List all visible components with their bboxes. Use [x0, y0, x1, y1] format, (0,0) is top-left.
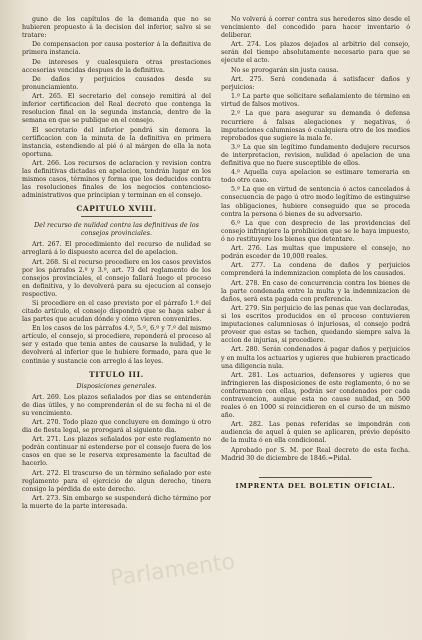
paragraph: Art. 281. Los actuarios, defensores y ugieres que infringieren las disposiciones de este reglamento, ó no se conformaren con ellas, podrán ser condenados por cada contravencion, aunque esta no cause nulidad, en 500 reales ó en 1000 si reincidieren en el curso de un mismo año. [221, 371, 410, 420]
two-column-body [22, 16, 410, 512]
left-text-block-1 [22, 16, 211, 200]
paragraph: 2.º La que para asegurar su demanda ó defensa recurriere á falsas alegaciones y negativas, ó imputaciones calumniosas ó cualquiera otro de los medios reprobados que sugiere la mala fe. [221, 110, 410, 142]
paragraph: El secretario del inferior pondrá sin demora la certificacion con la minuta de la definitiva en primera instancia, estendiendo al pié ó al márgen de ella la nota oportuna. [22, 126, 211, 158]
paragraph: No se prorogarán sin justa causa. [231, 66, 339, 74]
paragraph: En los casos de los párrafos 4.º, 5.º, 6.º y 7.º del mismo artículo, el consejo, si procediere, reponderá el proceso al ser y estado que tenia antes de causarse la nulidad, y le devolverá al inferior que le hubiere formado, para que le continúe y sustancie con arreglo á las leyes. [22, 325, 211, 365]
title-iii-heading: TITULO III. [89, 369, 144, 379]
left-column [22, 16, 211, 512]
paragraph: No volverá á correr contra sus herederos sino desde el vencimiento del concedido para hacer inventario ó deliberar. [221, 16, 410, 40]
paragraph: 4.º Aquella cuya apelacion se estimare temeraria en todo otro caso. [221, 169, 410, 185]
paragraph: Art. 265. El secretario del consejo remitirá al del inferior certificacion del Real decreto que contenga la resolucion final en la segunda instancia, dentro de la semana en que se publique en el consejo. [22, 93, 211, 125]
paragraph: Aprobado por S. M. por Real decreto de esta fecha. Madrid 30 de diciembre de 1846.=Pidal. [221, 446, 410, 462]
watermark: Parlamento [108, 549, 237, 592]
paragraph: 3.º La que sin legítimo fundamento dedujere recursos de interpretacion, revision, nulidad ó apelacion de una definitiva que no fuere susceptible de ellos. [221, 143, 410, 167]
right-text-block [221, 16, 410, 463]
paragraph: Art. 279. Sin perjuicio de las penas que van declaradas, si los escritos producidos en el proceso contuvieren imputaciones calumniosas ó injuriosas, el consejo podrá proveer que estas se tachen, quedando siempre salva la accion de injurias, si procediere. [221, 305, 410, 345]
paragraph: Art. 277. La condena de daños y perjuicios comprenderá la indemnizacion completa de los causados. [221, 262, 410, 278]
paragraph: De compensacion por causa posterior á la definitiva de primera instancia. [22, 41, 211, 57]
printer-footer [221, 477, 410, 490]
chapter-heading: CAPITULO XVIII. [76, 204, 157, 214]
paragraph: 1.º La parte que solicitare señalamiento de término en virtud de falsos motivos. [221, 93, 410, 109]
paragraph: Si procediere en el caso previsto por el párrafo 1.º del citado artículo, el consejo dispondrá que se haga saber á las partes que acudan dónde y cómo vieren convenirles. [22, 300, 211, 324]
chapter-rule [81, 216, 153, 217]
chapter-subtitle: Del recurso de nulidad contra las definitivas de los consejos provinciales. [34, 221, 199, 238]
paragraph: Art. 274. Los plazos dejados al arbitrio del consejo, serán del tiempo absolutamente necesario para que se ejecute el acto. [221, 41, 410, 65]
paragraph: Art. 273. Sin embargo se suspenderá dicho término por la muerte de la parte interesada. [22, 494, 211, 511]
footer-rule [259, 477, 372, 478]
paragraph: 5.º La que en virtud de sentencia ó actos cancelados á consecuencia de pago ú otro modo legítimo de estinguirse las obligaciones, hubiere conseguido que se proceda contra la persona ó bienes de su adversario. [221, 186, 410, 218]
right-column [221, 16, 410, 512]
title-iii-subtitle: Disposiciones generales. [76, 381, 157, 390]
paragraph: De daños y perjuicios causados desde su pronunciamiento. [22, 75, 211, 91]
paragraph: Art. 271. Los plazos señalados por este reglamento no podrán continuar ni estenderse por el consejo fuera de los casos en que se le reserva expresamente la facultad de hacerlo. [22, 436, 211, 468]
paragraph: Art. 272. El trascurso de un término señalado por este reglamento para el ejercicio de algun derecho, tinera consigo la pérdida de este derecho. [22, 469, 211, 493]
paragraph: Art. 270. Todo plazo que concluyere en domingo ú otro dia de fiesta legal, se prorogará al siguiente dia. [22, 418, 211, 435]
paragraph: Art. 280. Serán condenados á pagar daños y perjuicios y en multa los actuarios y ugieres que hubieren practicado una diligencia nula. [221, 346, 410, 370]
paragraph: Art. 269. Los plazos señalados por dias se entenderán de dias útiles, y no comprenderán el de su fecha ni el de su vencimiento. [22, 393, 211, 417]
paragraph: Art. 275. Será condenada á satisfacer daños y perjuicios: [221, 75, 410, 91]
paragraph: Art. 266. Los recursos de aclaracion y revision contra las definitivas dictadas en apelacion, tendrán lugar en los mismos casos, términos y forma que los deducidos contra las resoluciones finales de los negocios contencioso-administrativos que principian y terminan en el consejo. [22, 159, 211, 200]
paragraph: Art. 268. Si el recurso procediere en los casos previstos por los párrafos 2.º y 3.º, art. 73 del reglamento de los consejos provinciales, el consejo fallará luego el proceso en definitiva, y lo devolverá para su ejecucion al consejo respectivo. [22, 258, 211, 298]
printer-name: IMPRENTA DEL BOLETIN OFICIAL. [235, 481, 396, 490]
paragraph: Art. 282. Las penas referidas se impondrán con audiencia de aquel á quien se aplicaren, prévio depósito de la multa ó en ella condicional. [221, 421, 410, 445]
paragraph: Art. 276. Las multas que impusiere el consejo, no podrán esceder de 10,000 reales. [221, 245, 410, 261]
left-text-block-3 [22, 394, 211, 511]
paragraph: De intereses y cualesquiera otras prestaciones accesorias vencidas despues de la definitiva. [22, 58, 211, 74]
paragraph: Art. 267. El procedimiento del recurso de nulidad se arreglará á lo dispuesto acerca del de apelacion. [22, 241, 211, 257]
paragraph: Art. 278. En caso de concurrencia contra los bienes de la parte condenada entre la multa y la indemnizacion de daños, será esta pagada con preferencia. [221, 279, 410, 303]
left-text-block-2 [22, 241, 211, 365]
paragraph: 6.º La que con desprecio de las providencias del consejo infringiere la prohibicion que se le haya impuesto, ó no restituyere los bienes que detentare. [221, 219, 410, 243]
paragraph: guno de los capítulos de la demanda que no se hubieren propuesto á la decision del inferior, salvo si se tratare: [22, 16, 211, 40]
